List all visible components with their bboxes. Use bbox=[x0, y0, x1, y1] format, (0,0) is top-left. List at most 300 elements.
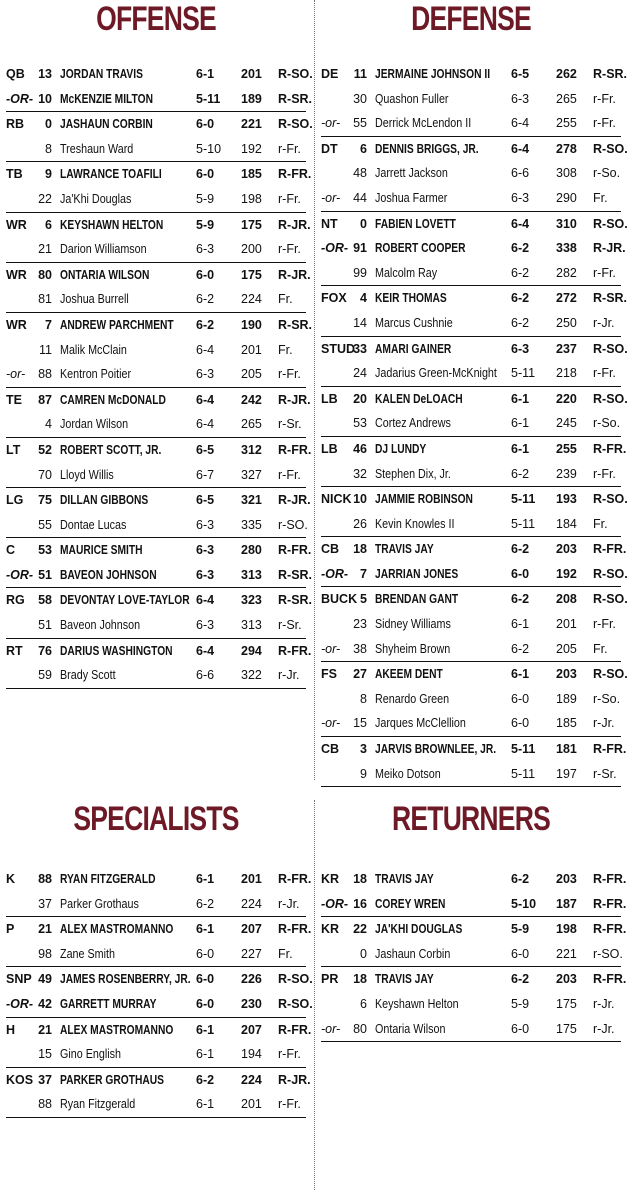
roster-row bbox=[6, 663, 306, 689]
player-number: 11 bbox=[353, 67, 367, 81]
player-class: R-SO. bbox=[593, 592, 628, 607]
player-class: r-SO. bbox=[278, 517, 308, 532]
player-class: R-SO. bbox=[593, 566, 628, 581]
player-weight: 205 bbox=[241, 367, 262, 382]
player-height: 6-2 bbox=[511, 265, 530, 280]
player-weight: 198 bbox=[556, 922, 577, 937]
player-name: TRAVIS JAY bbox=[375, 872, 434, 886]
player-name: DENNIS BRIGGS, JR. bbox=[375, 141, 479, 156]
player-weight: 175 bbox=[241, 217, 262, 232]
player-name: Keyshawn Helton bbox=[375, 996, 459, 1011]
roster-row bbox=[321, 286, 628, 311]
roster-row bbox=[321, 892, 627, 918]
player-position: -or- bbox=[321, 190, 341, 205]
player-name: COREY WREN bbox=[375, 896, 446, 911]
player-name: Renardo Green bbox=[375, 691, 450, 706]
player-class: R-FR. bbox=[278, 1022, 312, 1037]
player-position: RB bbox=[6, 117, 25, 132]
roster-row bbox=[321, 662, 628, 687]
player-name: ROBERT SCOTT, JR. bbox=[60, 442, 162, 457]
roster-row bbox=[321, 537, 627, 562]
player-number: 91 bbox=[353, 241, 367, 256]
player-class: r-Jr. bbox=[278, 896, 300, 911]
player-name: Baveon Johnson bbox=[60, 618, 141, 633]
player-number: 21 bbox=[38, 242, 52, 257]
player-class: r-Fr. bbox=[593, 91, 616, 106]
player-name: ONTARIA WILSON bbox=[60, 267, 150, 282]
roster-row bbox=[321, 562, 628, 588]
column-divider-bottom bbox=[314, 800, 315, 1190]
player-position: LT bbox=[6, 442, 21, 457]
player-weight: 255 bbox=[556, 116, 577, 131]
player-height: 5-11 bbox=[511, 742, 536, 757]
player-position: -or- bbox=[6, 367, 26, 382]
player-height: 5-9 bbox=[511, 996, 530, 1011]
player-name: Quashon Fuller bbox=[375, 91, 449, 106]
player-position: TE bbox=[6, 392, 22, 407]
player-height: 6-4 bbox=[196, 342, 215, 357]
player-weight: 201 bbox=[241, 342, 262, 357]
player-position: CB bbox=[321, 542, 340, 557]
player-height: 6-1 bbox=[196, 872, 215, 886]
player-height: 5-10 bbox=[196, 141, 222, 156]
column-divider-top bbox=[314, 0, 315, 780]
player-weight: 201 bbox=[556, 617, 577, 632]
player-weight: 193 bbox=[556, 492, 577, 507]
roster-row bbox=[321, 587, 628, 612]
player-number: 37 bbox=[38, 1072, 52, 1087]
player-weight: 221 bbox=[241, 117, 262, 132]
player-height: 6-5 bbox=[511, 67, 530, 81]
player-position: LB bbox=[321, 391, 338, 406]
player-weight: 220 bbox=[556, 391, 577, 406]
player-weight: 207 bbox=[241, 922, 262, 937]
player-height: 6-0 bbox=[196, 946, 215, 961]
player-number: 48 bbox=[353, 166, 367, 181]
player-number: 88 bbox=[38, 1097, 52, 1112]
player-class: R-SO. bbox=[278, 67, 313, 81]
player-number: 18 bbox=[353, 542, 367, 557]
player-class: R-FR. bbox=[593, 742, 627, 757]
player-class: R-FR. bbox=[593, 441, 627, 456]
player-height: 6-3 bbox=[196, 618, 215, 633]
player-position: TB bbox=[6, 167, 23, 182]
roster-row bbox=[321, 711, 621, 737]
player-height: 5-11 bbox=[511, 766, 536, 781]
player-number: 32 bbox=[353, 466, 367, 481]
player-number: 8 bbox=[45, 141, 52, 156]
player-class: R-SO. bbox=[593, 391, 628, 406]
player-name: Jadarius Green-McKnight bbox=[375, 366, 497, 381]
player-name: Malcolm Ray bbox=[375, 265, 438, 280]
player-name: JARRIAN JONES bbox=[375, 566, 459, 581]
player-name: MAURICE SMITH bbox=[60, 543, 143, 558]
player-number: 9 bbox=[360, 766, 367, 781]
player-number: 37 bbox=[38, 896, 52, 911]
player-weight: 245 bbox=[556, 416, 577, 431]
player-height: 6-2 bbox=[511, 592, 530, 607]
player-weight: 313 bbox=[241, 567, 262, 582]
player-height: 6-1 bbox=[511, 416, 530, 431]
player-weight: 184 bbox=[556, 516, 577, 531]
player-number: 7 bbox=[360, 566, 367, 581]
roster-row bbox=[321, 311, 621, 337]
player-name: KEYSHAWN HELTON bbox=[60, 217, 164, 232]
player-weight: 201 bbox=[241, 1097, 262, 1112]
player-name: Ja'Khi Douglas bbox=[60, 191, 132, 206]
player-name: Jarrett Jackson bbox=[375, 166, 448, 181]
player-name: TRAVIS JAY bbox=[375, 972, 434, 987]
player-height: 6-0 bbox=[196, 167, 215, 182]
roster-row bbox=[6, 263, 311, 288]
player-class: R-FR. bbox=[593, 872, 627, 886]
player-number: 51 bbox=[38, 618, 52, 633]
player-class: r-Fr. bbox=[593, 116, 616, 131]
player-class: R-SO. bbox=[593, 667, 628, 682]
player-class: R-SO. bbox=[593, 341, 628, 356]
player-height: 6-5 bbox=[196, 493, 215, 508]
roster-row bbox=[321, 687, 621, 712]
player-class: R-FR. bbox=[278, 643, 312, 658]
player-class: Fr. bbox=[593, 516, 608, 531]
player-number: 24 bbox=[353, 366, 367, 381]
player-number: 8 bbox=[360, 691, 367, 706]
player-name: Jordan Wilson bbox=[60, 417, 129, 432]
player-height: 6-6 bbox=[196, 668, 215, 683]
player-weight: 338 bbox=[556, 241, 577, 256]
player-name: JA'KHI DOUGLAS bbox=[375, 922, 463, 937]
player-height: 5-11 bbox=[511, 366, 536, 381]
player-weight: 192 bbox=[556, 566, 577, 581]
player-height: 6-2 bbox=[511, 315, 530, 330]
player-weight: 265 bbox=[241, 417, 262, 432]
player-number: 13 bbox=[38, 67, 52, 81]
player-name: JERMAINE JOHNSON II bbox=[375, 67, 491, 81]
player-weight: 201 bbox=[241, 67, 262, 81]
player-weight: 190 bbox=[241, 317, 262, 332]
player-position: C bbox=[6, 543, 16, 558]
player-class: R-JR. bbox=[593, 241, 626, 256]
player-name: JAMES ROSENBERRY, JR. bbox=[60, 972, 191, 987]
player-height: 5-11 bbox=[511, 492, 536, 507]
returners-roster bbox=[321, 867, 627, 1042]
player-number: 16 bbox=[353, 896, 367, 911]
player-class: R-JR. bbox=[278, 267, 311, 282]
returners-section bbox=[321, 800, 627, 1060]
player-number: 4 bbox=[360, 291, 367, 306]
defense-roster bbox=[321, 62, 628, 787]
roster-row bbox=[321, 637, 621, 663]
player-weight: 294 bbox=[241, 643, 262, 658]
player-position: BUCK bbox=[321, 592, 358, 607]
specialists-section bbox=[6, 800, 313, 1120]
player-number: 55 bbox=[353, 116, 367, 131]
player-weight: 200 bbox=[241, 242, 262, 257]
player-position: NT bbox=[321, 216, 338, 231]
player-weight: 224 bbox=[241, 1072, 262, 1087]
player-weight: 189 bbox=[241, 91, 262, 106]
roster-row bbox=[6, 538, 312, 563]
player-weight: 226 bbox=[241, 972, 262, 987]
player-height: 6-1 bbox=[511, 441, 530, 456]
player-class: R-SR. bbox=[593, 291, 628, 306]
player-height: 6-3 bbox=[511, 190, 530, 205]
player-class: r-Fr. bbox=[593, 265, 616, 280]
player-number: 30 bbox=[353, 91, 367, 106]
player-name: Gino English bbox=[60, 1047, 121, 1062]
player-class: R-SO. bbox=[278, 972, 313, 987]
player-name: JASHAUN CORBIN bbox=[60, 117, 153, 132]
player-name: Shyheim Brown bbox=[375, 641, 451, 656]
player-number: 51 bbox=[38, 567, 52, 582]
roster-row bbox=[321, 361, 621, 387]
player-weight: 218 bbox=[556, 366, 577, 381]
player-position: SNP bbox=[6, 972, 32, 987]
player-weight: 282 bbox=[556, 265, 577, 280]
player-number: 20 bbox=[353, 391, 367, 406]
player-height: 6-0 bbox=[196, 117, 215, 132]
player-number: 98 bbox=[38, 946, 52, 961]
roster-row bbox=[6, 412, 306, 438]
roster-row bbox=[321, 387, 628, 412]
player-class: r-Fr. bbox=[278, 1047, 301, 1062]
roster-row bbox=[321, 487, 628, 512]
roster-row bbox=[6, 488, 311, 513]
player-weight: 198 bbox=[241, 191, 262, 206]
roster-row bbox=[321, 437, 627, 462]
player-height: 6-0 bbox=[196, 996, 215, 1011]
player-height: 5-10 bbox=[511, 896, 537, 911]
player-position: -OR- bbox=[6, 567, 34, 582]
roster-row bbox=[321, 1017, 621, 1043]
player-height: 6-0 bbox=[511, 946, 530, 961]
player-class: r-Fr. bbox=[278, 1097, 301, 1112]
player-number: 0 bbox=[45, 117, 52, 132]
player-height: 6-3 bbox=[196, 242, 215, 257]
player-position: PR bbox=[321, 972, 339, 987]
player-name: Treshaun Ward bbox=[60, 141, 134, 156]
player-number: 10 bbox=[353, 492, 367, 507]
player-number: 75 bbox=[38, 493, 52, 508]
player-name: Jarques McClellion bbox=[375, 716, 466, 731]
player-number: 88 bbox=[38, 367, 52, 382]
roster-row bbox=[6, 892, 306, 918]
player-name: JAMMIE ROBINSON bbox=[375, 492, 473, 507]
player-number: 3 bbox=[360, 742, 367, 757]
player-position: KR bbox=[321, 922, 340, 937]
player-number: 88 bbox=[38, 872, 52, 886]
player-class: R-FR. bbox=[278, 872, 312, 886]
roster-row bbox=[321, 992, 621, 1017]
player-weight: 290 bbox=[556, 190, 577, 205]
player-position: LG bbox=[6, 493, 24, 508]
player-position: P bbox=[6, 922, 15, 937]
player-name: ALEX MASTROMANNO bbox=[60, 1022, 174, 1037]
player-number: 70 bbox=[38, 467, 52, 482]
player-number: 23 bbox=[353, 617, 367, 632]
player-number: 5 bbox=[360, 592, 367, 607]
roster-row bbox=[321, 111, 621, 137]
player-number: 15 bbox=[38, 1047, 52, 1062]
player-number: 11 bbox=[39, 342, 52, 357]
player-name: Zane Smith bbox=[60, 946, 115, 961]
player-height: 6-4 bbox=[196, 643, 215, 658]
player-weight: 278 bbox=[556, 141, 577, 156]
player-height: 6-2 bbox=[511, 872, 530, 886]
player-weight: 321 bbox=[241, 493, 262, 508]
player-weight: 187 bbox=[556, 896, 577, 911]
player-name: Stephen Dix, Jr. bbox=[375, 466, 451, 481]
player-name: Dontae Lucas bbox=[60, 517, 127, 532]
player-name: CAMREN McDONALD bbox=[60, 392, 166, 407]
player-number: 6 bbox=[45, 217, 52, 232]
roster-row bbox=[321, 942, 621, 968]
roster-row bbox=[6, 563, 313, 589]
player-number: 26 bbox=[353, 516, 367, 531]
player-position: LB bbox=[321, 441, 338, 456]
player-weight: 335 bbox=[241, 517, 262, 532]
player-position: KR bbox=[321, 872, 340, 886]
player-position: -OR- bbox=[321, 241, 349, 256]
player-class: R-FR. bbox=[278, 442, 312, 457]
player-name: PARKER GROTHAUS bbox=[60, 1072, 165, 1087]
player-number: 22 bbox=[353, 922, 367, 937]
player-class: r-Fr. bbox=[278, 367, 301, 382]
roster-row bbox=[321, 762, 621, 788]
player-name: DARIUS WASHINGTON bbox=[60, 643, 173, 658]
player-class: r-Fr. bbox=[593, 466, 616, 481]
player-weight: 221 bbox=[556, 946, 577, 961]
player-weight: 175 bbox=[556, 996, 577, 1011]
player-class: R-FR. bbox=[278, 922, 312, 937]
player-weight: 224 bbox=[241, 292, 262, 307]
player-class: R-SR. bbox=[278, 567, 313, 582]
player-number: 76 bbox=[38, 643, 52, 658]
player-height: 5-11 bbox=[196, 91, 221, 106]
player-position: RT bbox=[6, 643, 23, 658]
player-position: -or- bbox=[321, 641, 341, 656]
player-weight: 197 bbox=[556, 766, 577, 781]
player-class: r-Fr. bbox=[278, 141, 301, 156]
player-class: r-So. bbox=[593, 691, 621, 706]
player-height: 6-3 bbox=[196, 367, 215, 382]
player-class: r-Fr. bbox=[593, 617, 616, 632]
player-weight: 265 bbox=[556, 91, 577, 106]
player-weight: 192 bbox=[241, 141, 262, 156]
player-class: R-SO. bbox=[593, 216, 628, 231]
player-name: TRAVIS JAY bbox=[375, 542, 434, 557]
roster-row bbox=[6, 162, 312, 187]
roster-row bbox=[321, 212, 628, 237]
player-number: 4 bbox=[45, 417, 52, 432]
roster-row bbox=[6, 1042, 306, 1068]
player-height: 6-2 bbox=[196, 1072, 215, 1087]
player-weight: 203 bbox=[556, 972, 577, 987]
player-class: R-FR. bbox=[593, 972, 627, 987]
player-weight: 239 bbox=[556, 466, 577, 481]
player-name: BRENDAN GANT bbox=[375, 592, 459, 607]
offense-section bbox=[6, 0, 313, 700]
player-number: 6 bbox=[360, 141, 367, 156]
defense-section bbox=[321, 0, 628, 790]
player-weight: 242 bbox=[241, 392, 262, 407]
player-number: 53 bbox=[353, 416, 367, 431]
player-weight: 250 bbox=[556, 315, 577, 330]
roster-row bbox=[321, 87, 621, 112]
player-height: 6-0 bbox=[511, 716, 530, 731]
player-class: R-SO. bbox=[278, 996, 313, 1011]
player-name: Cortez Andrews bbox=[375, 416, 451, 431]
player-name: KALEN DeLOACH bbox=[375, 391, 463, 406]
player-class: r-SO. bbox=[593, 946, 623, 961]
player-class: r-Jr. bbox=[593, 996, 615, 1011]
roster-row bbox=[321, 186, 621, 212]
roster-row bbox=[6, 62, 313, 87]
player-class: r-Jr. bbox=[593, 1021, 615, 1036]
player-height: 5-11 bbox=[511, 516, 536, 531]
player-position: WR bbox=[6, 317, 27, 332]
player-position: -OR- bbox=[321, 896, 349, 911]
player-class: R-SR. bbox=[593, 67, 628, 81]
player-class: r-Fr. bbox=[593, 366, 616, 381]
player-name: LAWRANCE TOAFILI bbox=[60, 167, 162, 182]
player-height: 6-7 bbox=[196, 467, 215, 482]
player-name: GARRETT MURRAY bbox=[60, 996, 157, 1011]
player-class: r-Fr. bbox=[278, 191, 301, 206]
roster-row bbox=[321, 62, 628, 87]
player-weight: 175 bbox=[241, 267, 262, 282]
player-name: McKENZIE MILTON bbox=[60, 91, 154, 106]
player-name: Ontaria Wilson bbox=[375, 1021, 446, 1036]
player-height: 5-9 bbox=[196, 191, 215, 206]
player-weight: 224 bbox=[241, 896, 262, 911]
player-name: Meiko Dotson bbox=[375, 766, 441, 781]
roster-row bbox=[6, 338, 306, 363]
player-name: Marcus Cushnie bbox=[375, 315, 453, 330]
player-height: 6-3 bbox=[511, 91, 530, 106]
returners-title: RETURNERS bbox=[391, 800, 550, 838]
player-weight: 322 bbox=[241, 668, 262, 683]
player-height: 6-4 bbox=[196, 417, 215, 432]
roster-row bbox=[6, 1068, 311, 1093]
roster-row bbox=[6, 1018, 312, 1043]
player-number: 49 bbox=[38, 972, 52, 987]
roster-row bbox=[6, 237, 306, 263]
player-class: r-Jr. bbox=[593, 315, 615, 330]
player-position: -OR- bbox=[6, 996, 34, 1011]
player-class: R-JR. bbox=[278, 217, 311, 232]
player-height: 6-0 bbox=[511, 691, 530, 706]
player-number: 87 bbox=[38, 392, 52, 407]
player-class: R-FR. bbox=[593, 896, 627, 911]
offense-title: OFFENSE bbox=[96, 0, 216, 38]
player-name: Kevin Knowles II bbox=[375, 516, 455, 531]
player-weight: 185 bbox=[241, 167, 262, 182]
player-class: r-Fr. bbox=[278, 467, 301, 482]
player-number: 42 bbox=[38, 996, 52, 1011]
player-number: 58 bbox=[38, 593, 52, 608]
roster-row bbox=[321, 337, 628, 362]
player-weight: 208 bbox=[556, 592, 577, 607]
player-height: 6-1 bbox=[196, 1022, 215, 1037]
roster-row bbox=[321, 411, 621, 437]
player-weight: 181 bbox=[556, 742, 577, 757]
player-position: WR bbox=[6, 267, 27, 282]
player-class: Fr. bbox=[593, 641, 608, 656]
roster-row bbox=[321, 462, 621, 488]
player-name: Derrick McLendon II bbox=[375, 116, 472, 131]
player-weight: 207 bbox=[241, 1022, 262, 1037]
